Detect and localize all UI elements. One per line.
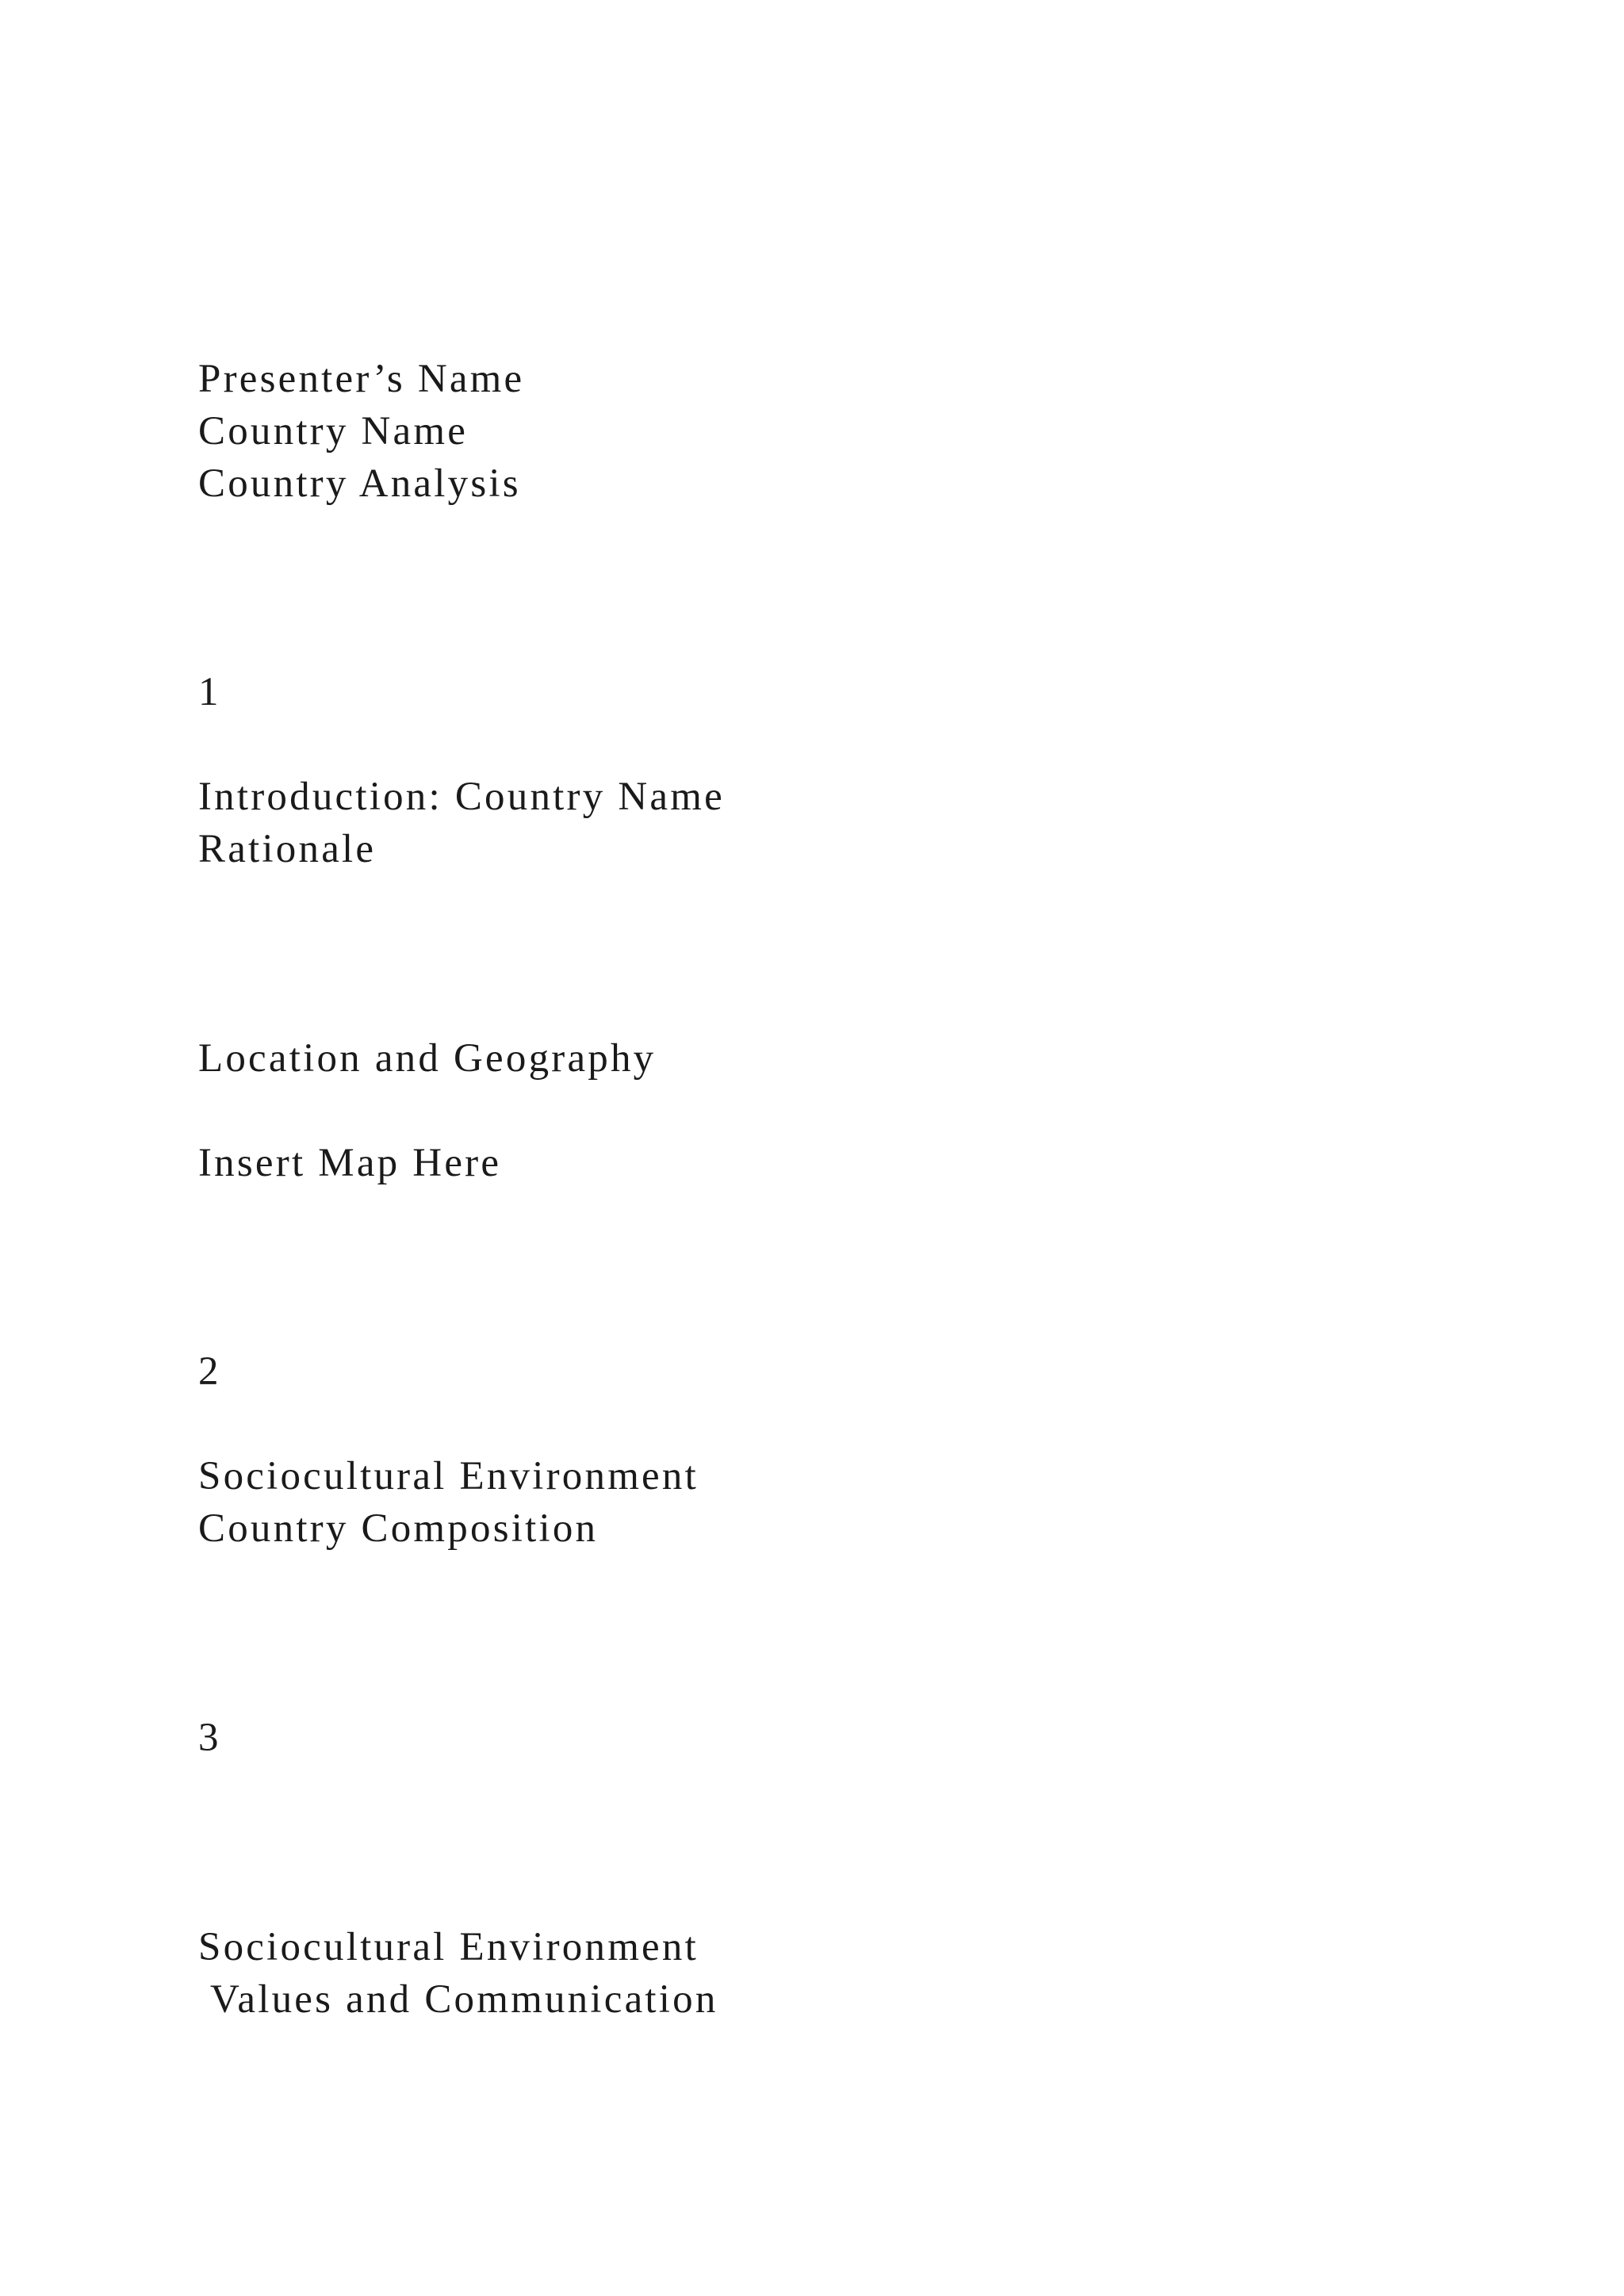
page-number: 1 [198,670,219,714]
section-heading: Sociocultural Environment [198,1925,699,1969]
section-heading: Introduction: Country Name [198,775,725,819]
section-heading: Location and Geography [198,1036,657,1081]
page-number: 3 [198,1716,219,1760]
document-subtitle: Country Analysis [198,461,521,506]
map-placeholder: Insert Map Here [198,1141,502,1185]
presenter-name: Presenter’s Name [198,357,525,401]
section-body: Country Composition [198,1506,599,1551]
section-body: Rationale [198,827,377,871]
section-heading: Sociocultural Environment [198,1454,699,1498]
section-body: Values and Communication [198,1977,718,2022]
country-name: Country Name [198,409,469,453]
page-number: 2 [198,1349,219,1394]
